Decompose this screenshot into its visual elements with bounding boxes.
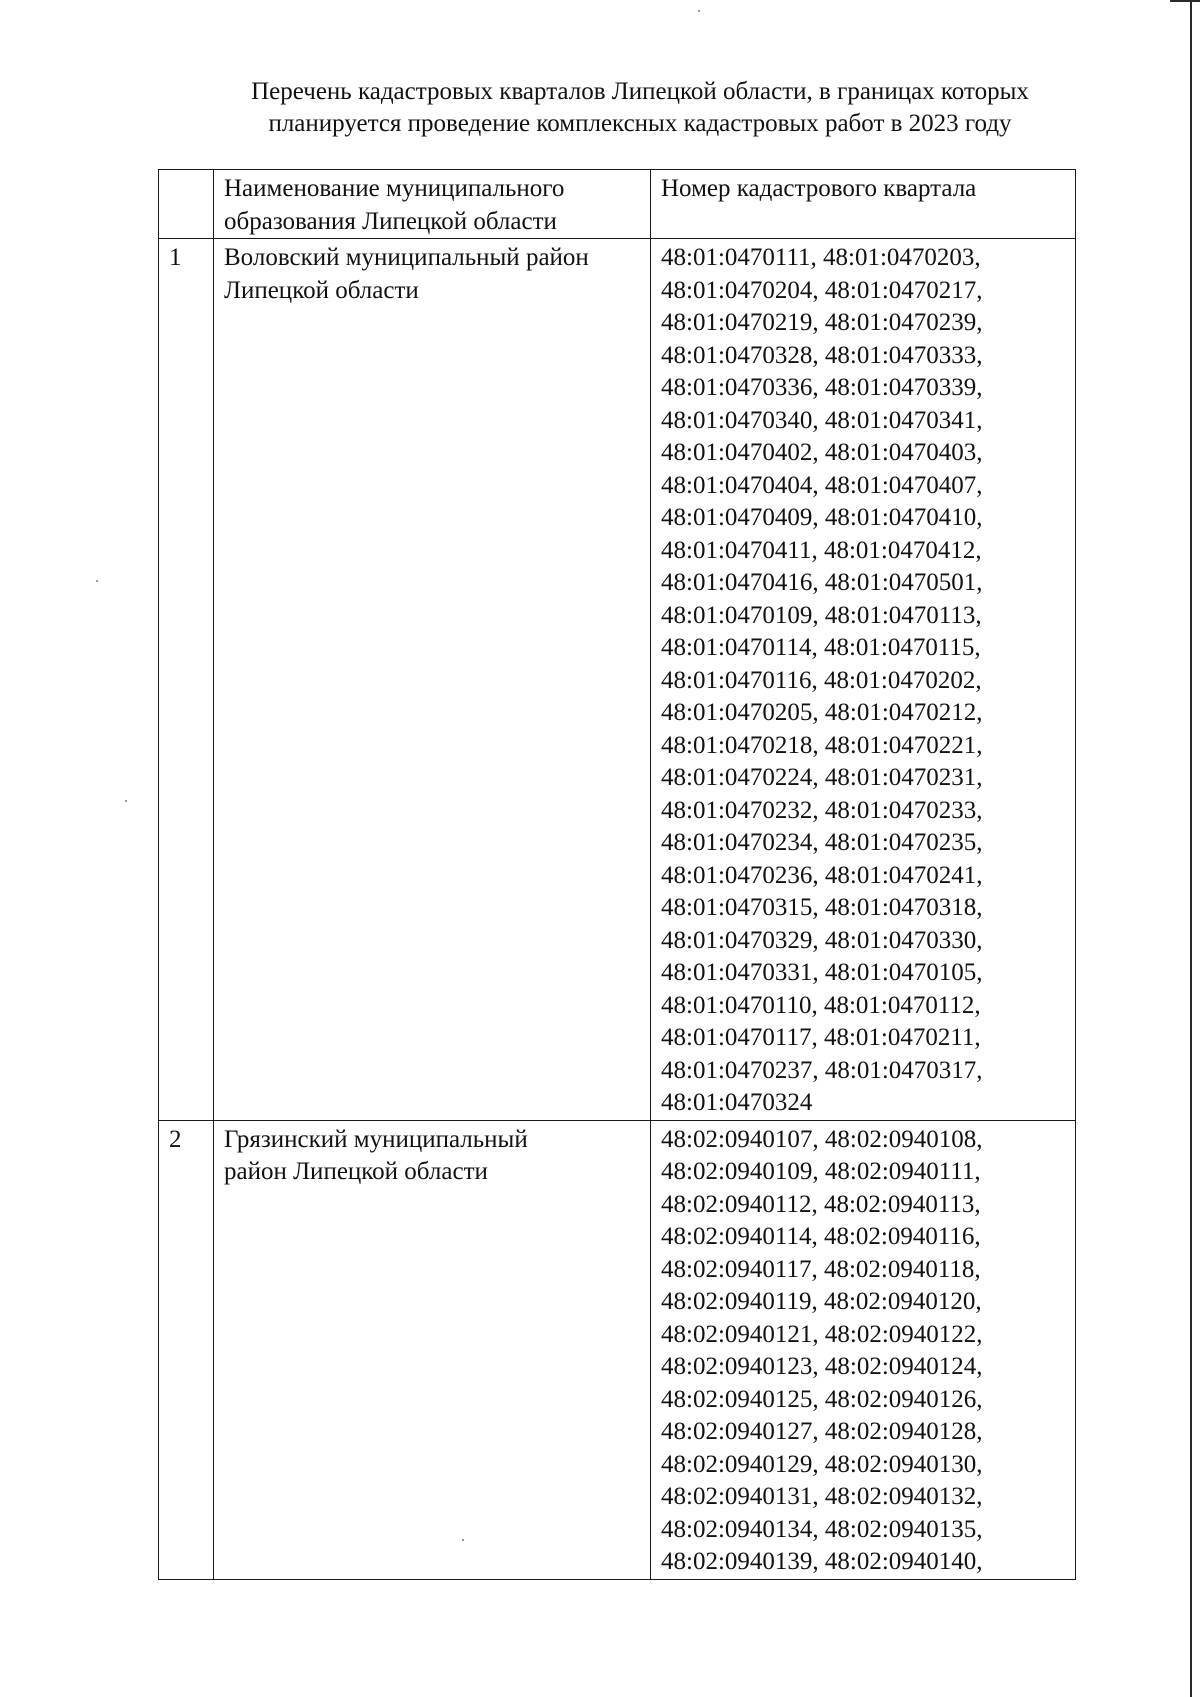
quarter-numbers-line: 48:01:0470328, 48:01:0470333, [661,341,983,369]
scan-edge-mark [1170,0,1200,2]
quarter-numbers-line: 48:01:0470234, 48:01:0470235, [661,829,983,856]
scan-speck [96,580,98,582]
municipality-name-line: Липецкой области [224,276,419,304]
row-number: 1 [159,239,214,1121]
quarter-numbers-line: 48:01:0470411, 48:01:0470412, [661,536,982,564]
quarter-numbers-line: 48:02:0940125, 48:02:0940126, [661,1385,983,1413]
quarter-numbers-line: 48:01:0470409, 48:01:0470410, [661,504,983,531]
quarter-numbers-line: 48:01:0470205, 48:01:0470212, [661,699,983,726]
quarter-numbers-line: 48:01:0470116, 48:01:0470202, [661,666,982,694]
quarter-numbers-line: 48:01:0470329, 48:01:0470330, [661,926,983,954]
scan-speck [125,800,127,802]
header-name-line: Наименование муниципального [224,175,565,202]
document-title [160,76,1120,140]
header-quarter-label: Номер кадастрового квартала [661,175,977,202]
quarter-numbers-line: 48:01:0470237, 48:01:0470317, [661,1056,983,1084]
quarter-numbers-line: 48:01:0470402, 48:01:0470403, [661,439,983,466]
quarter-numbers-line: 48:02:0940119, 48:02:0940120, [661,1288,982,1315]
table-row [159,1120,1076,1579]
municipality-cell [214,239,651,1121]
quarter-numbers-line: 48:01:0470224, 48:01:0470231, [661,764,983,791]
quarter-numbers-line: 48:02:0940109, 48:02:0940111, [661,1158,981,1185]
quarter-numbers-line: 48:01:0470340, 48:01:0470341, [661,406,983,434]
quarter-numbers-line: 48:01:0470204, 48:01:0470217, [661,276,983,304]
quarter-numbers-line: 48:01:0470404, 48:01:0470407, [661,471,983,499]
header-quarter-cell [651,170,1076,239]
quarters-cell [651,1120,1076,1579]
quarter-numbers-line: 48:01:0470219, 48:01:0470239, [661,309,983,336]
quarter-numbers-line: 48:01:0470315, 48:01:0470318, [661,894,983,921]
quarter-numbers-line: 48:01:0470109, 48:01:0470113, [661,601,982,629]
quarter-numbers-line: 48:02:0940107, 48:02:0940108, [661,1125,983,1153]
quarter-numbers-line: 48:02:0940114, 48:02:0940116, [661,1223,981,1250]
quarter-numbers-line: 48:01:0470111, 48:01:0470203, [661,244,981,271]
quarter-numbers-line: 48:01:0470331, 48:01:0470105, [661,959,983,986]
quarter-numbers-line: 48:02:0940127, 48:02:0940128, [661,1418,983,1445]
quarter-numbers-line: 48:01:0470218, 48:01:0470221, [661,731,983,759]
quarter-numbers-line: 48:02:0940131, 48:02:0940132, [661,1483,983,1510]
scan-edge-line [1190,0,1192,1697]
municipality-cell [214,1120,651,1579]
quarter-numbers-line: 48:01:0470336, 48:01:0470339, [661,374,983,401]
quarter-numbers-line: 48:01:0470117, 48:01:0470211, [661,1024,981,1051]
cadastral-quarters-table [158,169,1076,1580]
quarters-cell [651,239,1076,1121]
header-num-cell [159,170,214,239]
quarter-numbers-line: 48:02:0940134, 48:02:0940135, [661,1515,983,1543]
quarter-numbers-line: 48:02:0940121, 48:02:0940122, [661,1320,983,1348]
quarter-numbers-line: 48:01:0470324 [661,1089,813,1116]
scan-speck [698,10,700,12]
quarter-numbers-line: 48:02:0940123, 48:02:0940124, [661,1353,983,1380]
municipality-name-line: Грязинский муниципальный [224,1125,528,1153]
row-number: 2 [159,1120,214,1579]
header-name-line: образования Липецкой области [224,207,557,235]
quarter-numbers-line: 48:01:0470416, 48:01:0470501, [661,569,983,596]
title-line: планируется проведение комплексных кадастровых работ в 2023 году [268,110,1012,137]
table-row [159,239,1076,1121]
header-name-cell [214,170,651,239]
quarter-numbers-line: 48:02:0940112, 48:02:0940113, [661,1190,981,1218]
quarter-numbers-line: 48:02:0940129, 48:02:0940130, [661,1450,983,1478]
quarter-numbers-line: 48:01:0470236, 48:01:0470241, [661,861,983,889]
table-header-row [159,170,1076,239]
quarter-numbers-line: 48:01:0470232, 48:01:0470233, [661,796,983,824]
title-line: Перечень кадастровых кварталов Липецкой области, в границах которых [251,78,1029,105]
municipality-name-line: район Липецкой области [224,1158,488,1185]
quarter-numbers-line: 48:01:0470110, 48:01:0470112, [661,991,981,1019]
municipality-name-line: Воловский муниципальный район [224,244,589,271]
quarter-numbers-line: 48:01:0470114, 48:01:0470115, [661,634,981,661]
quarter-numbers-line: 48:02:0940117, 48:02:0940118, [661,1255,981,1283]
quarter-numbers-line: 48:02:0940139, 48:02:0940140, [661,1548,983,1575]
